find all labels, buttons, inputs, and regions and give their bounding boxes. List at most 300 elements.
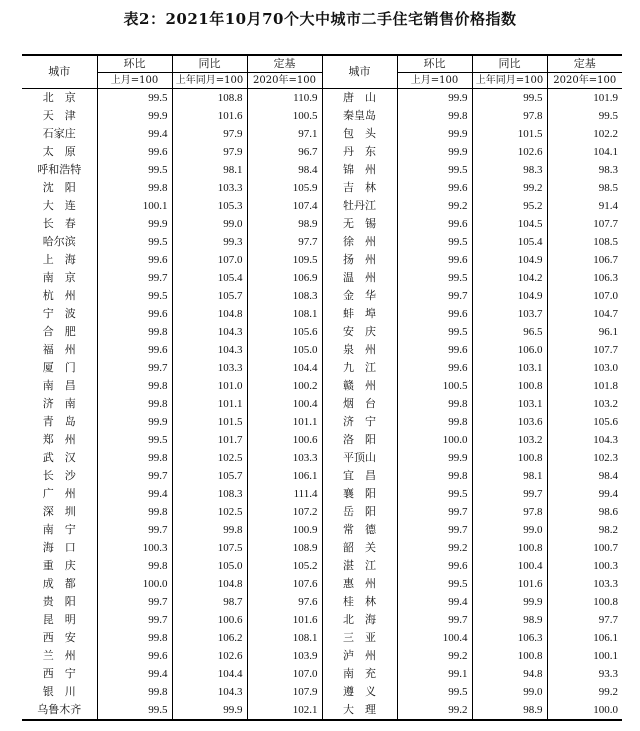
city-name-cell-right: 宜 昌 — [322, 467, 397, 485]
yoy-value-cell-left: 108.3 — [172, 485, 247, 503]
city-name-cell-right: 唐 山 — [322, 89, 397, 108]
base-value-cell-left: 103.9 — [247, 647, 322, 665]
mom-value-cell-right: 99.6 — [397, 557, 472, 575]
header-mom-right: 环比 — [397, 55, 472, 73]
base-value-cell-left: 98.9 — [247, 215, 322, 233]
base-value-cell-right: 107.7 — [547, 341, 622, 359]
city-name-cell-left: 呼和浩特 — [37, 163, 82, 176]
city-name-cell-left: 乌鲁木齐 — [22, 701, 97, 720]
table-row — [22, 197, 622, 215]
table-row — [22, 629, 622, 647]
city-name-cell-right: 丹 东 — [322, 143, 397, 161]
price-index-table — [22, 54, 622, 721]
yoy-value-cell-right: 103.6 — [472, 413, 547, 431]
city-name-cell-right: 南 充 — [322, 665, 397, 683]
table-row — [22, 485, 622, 503]
city-name-cell-left: 海 口 — [42, 541, 76, 554]
table-row — [22, 575, 622, 593]
yoy-value-cell-right: 98.9 — [472, 611, 547, 629]
base-value-cell-right: 106.7 — [547, 251, 622, 269]
mom-value-cell-right: 99.9 — [397, 143, 472, 161]
city-name-cell-right: 温 州 — [322, 269, 397, 287]
mom-value-cell-right: 99.4 — [397, 593, 472, 611]
yoy-value-cell-right: 102.6 — [472, 143, 547, 161]
yoy-value-cell-left: 104.3 — [172, 323, 247, 341]
yoy-value-cell-left: 108.8 — [172, 89, 247, 108]
yoy-value-cell-right: 104.9 — [472, 287, 547, 305]
base-value-cell-right: 98.2 — [547, 521, 622, 539]
base-value-cell-right: 105.6 — [547, 413, 622, 431]
mom-value-cell-right: 99.8 — [397, 467, 472, 485]
city-name-cell-left: 合 肥 — [42, 325, 76, 338]
mom-value-cell-left: 99.6 — [97, 647, 172, 665]
table-row — [22, 341, 622, 359]
city-name-cell-right: 北 海 — [322, 611, 397, 629]
base-value-cell-right: 104.3 — [547, 431, 622, 449]
city-name-cell-right: 秦皇岛 — [322, 107, 397, 125]
mom-value-cell-right: 99.5 — [397, 683, 472, 701]
yoy-value-cell-left: 104.3 — [172, 341, 247, 359]
mom-value-cell-right: 99.7 — [397, 521, 472, 539]
header-yoy-sub-right: 上年同月=100 — [472, 73, 547, 89]
base-value-cell-right: 93.3 — [547, 665, 622, 683]
header-mom-left: 环比 — [97, 55, 172, 73]
base-value-cell-right: 104.1 — [547, 143, 622, 161]
mom-value-cell-right: 99.7 — [397, 611, 472, 629]
mom-value-cell-right: 99.5 — [397, 233, 472, 251]
yoy-value-cell-right: 100.4 — [472, 557, 547, 575]
mom-value-cell-left: 99.8 — [97, 683, 172, 701]
city-name-cell-left: 长 沙 — [42, 469, 76, 482]
mom-value-cell-left: 99.5 — [97, 287, 172, 305]
base-value-cell-left: 105.6 — [247, 323, 322, 341]
mom-value-cell-right: 99.5 — [397, 323, 472, 341]
yoy-value-cell-right: 98.3 — [472, 161, 547, 179]
mom-value-cell-left: 99.8 — [97, 503, 172, 521]
city-name-cell-right: 大 理 — [322, 701, 397, 720]
base-value-cell-left: 105.0 — [247, 341, 322, 359]
city-name-cell-left: 武 汉 — [42, 451, 76, 464]
base-value-cell-left: 96.7 — [247, 143, 322, 161]
city-name-cell-right: 济 宁 — [322, 413, 397, 431]
yoy-value-cell-right: 99.0 — [472, 683, 547, 701]
base-value-cell-left: 108.1 — [247, 305, 322, 323]
city-name-cell-right: 泸 州 — [322, 647, 397, 665]
mom-value-cell-left: 99.6 — [97, 143, 172, 161]
city-name-cell-left: 青 岛 — [42, 415, 76, 428]
yoy-value-cell-right: 100.8 — [472, 449, 547, 467]
yoy-value-cell-left: 105.7 — [172, 287, 247, 305]
mom-value-cell-left: 99.7 — [97, 593, 172, 611]
base-value-cell-right: 103.3 — [547, 575, 622, 593]
mom-value-cell-right: 99.6 — [397, 179, 472, 197]
city-name-cell-right: 桂 林 — [322, 593, 397, 611]
mom-value-cell-left: 99.7 — [97, 359, 172, 377]
base-value-cell-left: 100.2 — [247, 377, 322, 395]
header-base-sub-left: 2020年=100 — [247, 73, 322, 89]
city-name-cell-left: 兰 州 — [42, 649, 76, 662]
base-value-cell-right: 102.2 — [547, 125, 622, 143]
base-value-cell-left: 102.1 — [247, 701, 322, 720]
yoy-value-cell-left: 101.6 — [172, 107, 247, 125]
yoy-value-cell-left: 101.1 — [172, 395, 247, 413]
mom-value-cell-left: 99.6 — [97, 341, 172, 359]
base-value-cell-right: 96.1 — [547, 323, 622, 341]
city-name-cell-right: 惠 州 — [322, 575, 397, 593]
city-name-cell-right: 岳 阳 — [322, 503, 397, 521]
city-name-cell-left: 大 连 — [42, 199, 76, 212]
city-name-cell-left: 福 州 — [42, 343, 76, 356]
base-value-cell-left: 110.9 — [247, 89, 322, 108]
city-name-cell-right: 安 庆 — [322, 323, 397, 341]
city-name-cell-left: 天 津 — [42, 109, 76, 122]
base-value-cell-right: 100.0 — [547, 701, 622, 720]
yoy-value-cell-left: 99.3 — [172, 233, 247, 251]
base-value-cell-left: 107.4 — [247, 197, 322, 215]
city-name-cell-right: 襄 阳 — [322, 485, 397, 503]
city-name-cell-left: 厦 门 — [42, 361, 76, 374]
mom-value-cell-right: 99.9 — [397, 125, 472, 143]
mom-value-cell-right: 99.5 — [397, 161, 472, 179]
yoy-value-cell-left: 104.8 — [172, 305, 247, 323]
yoy-value-cell-left: 101.0 — [172, 377, 247, 395]
table-row — [22, 611, 622, 629]
mom-value-cell-right: 99.7 — [397, 503, 472, 521]
mom-value-cell-right: 99.2 — [397, 647, 472, 665]
city-name-cell-right: 泉 州 — [322, 341, 397, 359]
yoy-value-cell-left: 99.0 — [172, 215, 247, 233]
mom-value-cell-left: 99.8 — [97, 629, 172, 647]
yoy-value-cell-right: 94.8 — [472, 665, 547, 683]
mom-value-cell-left: 99.9 — [97, 107, 172, 125]
mom-value-cell-right: 99.2 — [397, 197, 472, 215]
yoy-value-cell-left: 103.3 — [172, 359, 247, 377]
mom-value-cell-left: 99.5 — [97, 233, 172, 251]
city-name-cell-left: 重 庆 — [42, 559, 76, 572]
base-value-cell-right: 99.4 — [547, 485, 622, 503]
yoy-value-cell-left: 97.9 — [172, 143, 247, 161]
base-value-cell-left: 107.6 — [247, 575, 322, 593]
header-city-right: 城市 — [322, 55, 397, 89]
mom-value-cell-left: 99.8 — [97, 323, 172, 341]
city-name-cell-right: 遵 义 — [322, 683, 397, 701]
base-value-cell-left: 108.9 — [247, 539, 322, 557]
city-name-cell-right: 韶 关 — [322, 539, 397, 557]
mom-value-cell-right: 99.6 — [397, 305, 472, 323]
table-row — [22, 503, 622, 521]
header-mom-sub-right: 上月=100 — [397, 73, 472, 89]
base-value-cell-left: 108.3 — [247, 287, 322, 305]
mom-value-cell-left: 99.4 — [97, 665, 172, 683]
mom-value-cell-left: 100.1 — [97, 197, 172, 215]
city-name-cell-left: 南 京 — [42, 271, 76, 284]
yoy-value-cell-left: 97.9 — [172, 125, 247, 143]
yoy-value-cell-right: 100.8 — [472, 377, 547, 395]
base-value-cell-left: 97.1 — [247, 125, 322, 143]
table-row — [22, 593, 622, 611]
yoy-value-cell-left: 105.7 — [172, 467, 247, 485]
yoy-value-cell-right: 104.9 — [472, 251, 547, 269]
yoy-value-cell-left: 107.5 — [172, 539, 247, 557]
base-value-cell-left: 100.6 — [247, 431, 322, 449]
city-name-cell-left: 石家庄 — [42, 127, 76, 140]
table-row — [22, 161, 622, 179]
base-value-cell-left: 107.9 — [247, 683, 322, 701]
base-value-cell-left: 101.1 — [247, 413, 322, 431]
base-value-cell-right: 101.8 — [547, 377, 622, 395]
city-name-cell-right: 包 头 — [322, 125, 397, 143]
yoy-value-cell-right: 98.1 — [472, 467, 547, 485]
table-row — [22, 107, 622, 125]
table-row — [22, 125, 622, 143]
yoy-value-cell-right: 96.5 — [472, 323, 547, 341]
city-name-cell-left: 郑 州 — [42, 433, 76, 446]
table-row — [22, 449, 622, 467]
base-value-cell-left: 97.6 — [247, 593, 322, 611]
table-row — [22, 665, 622, 683]
city-name-cell-right: 平顶山 — [322, 449, 397, 467]
city-name-cell-left: 杭 州 — [42, 289, 76, 302]
table-row — [22, 467, 622, 485]
yoy-value-cell-left: 102.5 — [172, 449, 247, 467]
yoy-value-cell-right: 101.6 — [472, 575, 547, 593]
table-row — [22, 521, 622, 539]
base-value-cell-left: 105.9 — [247, 179, 322, 197]
header-city-left: 城市 — [22, 55, 97, 89]
base-value-cell-right: 99.5 — [547, 107, 622, 125]
yoy-value-cell-right: 99.7 — [472, 485, 547, 503]
base-value-cell-left: 100.9 — [247, 521, 322, 539]
yoy-value-cell-right: 103.7 — [472, 305, 547, 323]
mom-value-cell-left: 100.0 — [97, 575, 172, 593]
city-name-cell-left: 北 京 — [42, 91, 76, 104]
yoy-value-cell-right: 104.5 — [472, 215, 547, 233]
city-name-cell-right: 锦 州 — [322, 161, 397, 179]
yoy-value-cell-left: 103.3 — [172, 179, 247, 197]
yoy-value-cell-left: 105.0 — [172, 557, 247, 575]
base-value-cell-right: 104.7 — [547, 305, 622, 323]
city-name-cell-right: 洛 阳 — [322, 431, 397, 449]
mom-value-cell-right: 99.9 — [397, 449, 472, 467]
yoy-value-cell-right: 104.2 — [472, 269, 547, 287]
base-value-cell-left: 103.3 — [247, 449, 322, 467]
city-name-cell-right: 湛 江 — [322, 557, 397, 575]
mom-value-cell-right: 99.6 — [397, 341, 472, 359]
yoy-value-cell-right: 99.5 — [472, 89, 547, 108]
yoy-value-cell-left: 105.3 — [172, 197, 247, 215]
base-value-cell-right: 106.1 — [547, 629, 622, 647]
mom-value-cell-left: 99.5 — [97, 431, 172, 449]
mom-value-cell-right: 99.5 — [397, 485, 472, 503]
base-value-cell-right: 99.2 — [547, 683, 622, 701]
yoy-value-cell-left: 102.6 — [172, 647, 247, 665]
mom-value-cell-left: 99.5 — [97, 89, 172, 108]
mom-value-cell-left: 99.8 — [97, 395, 172, 413]
base-value-cell-left: 100.4 — [247, 395, 322, 413]
header-base-left: 定基 — [247, 55, 322, 73]
city-name-cell-right: 无 锡 — [322, 215, 397, 233]
yoy-value-cell-right: 103.1 — [472, 395, 547, 413]
mom-value-cell-right: 99.2 — [397, 539, 472, 557]
city-name-cell-left: 广 州 — [42, 487, 76, 500]
city-name-cell-left: 银 川 — [42, 685, 76, 698]
base-value-cell-left: 105.2 — [247, 557, 322, 575]
mom-value-cell-left: 99.5 — [97, 701, 172, 720]
yoy-value-cell-right: 100.8 — [472, 539, 547, 557]
table-row — [22, 539, 622, 557]
header-yoy-sub-left: 上年同月=100 — [172, 73, 247, 89]
base-value-cell-right: 98.3 — [547, 161, 622, 179]
base-value-cell-left: 104.4 — [247, 359, 322, 377]
base-value-cell-left: 107.0 — [247, 665, 322, 683]
base-value-cell-right: 98.4 — [547, 467, 622, 485]
header-base-sub-right: 2020年=100 — [547, 73, 622, 89]
mom-value-cell-left: 99.7 — [97, 467, 172, 485]
mom-value-cell-left: 99.8 — [97, 179, 172, 197]
yoy-value-cell-left: 104.8 — [172, 575, 247, 593]
table-row — [22, 359, 622, 377]
header-yoy-right: 同比 — [472, 55, 547, 73]
mom-value-cell-right: 99.6 — [397, 251, 472, 269]
base-value-cell-right: 107.7 — [547, 215, 622, 233]
mom-value-cell-right: 100.4 — [397, 629, 472, 647]
mom-value-cell-right: 99.6 — [397, 215, 472, 233]
table-row — [22, 143, 622, 161]
table-row — [22, 269, 622, 287]
yoy-value-cell-right: 99.2 — [472, 179, 547, 197]
mom-value-cell-left: 99.6 — [97, 251, 172, 269]
base-value-cell-left: 97.7 — [247, 233, 322, 251]
table-row — [22, 215, 622, 233]
city-name-cell-left: 太 原 — [42, 145, 76, 158]
base-value-cell-left: 108.1 — [247, 629, 322, 647]
yoy-value-cell-left: 104.3 — [172, 683, 247, 701]
mom-value-cell-right: 99.7 — [397, 287, 472, 305]
city-name-cell-right: 吉 林 — [322, 179, 397, 197]
mom-value-cell-left: 99.5 — [97, 161, 172, 179]
mom-value-cell-left: 99.7 — [97, 269, 172, 287]
base-value-cell-left: 107.2 — [247, 503, 322, 521]
table-row — [22, 323, 622, 341]
base-value-cell-right: 108.5 — [547, 233, 622, 251]
city-name-cell-left: 贵 阳 — [42, 595, 76, 608]
mom-value-cell-left: 99.4 — [97, 485, 172, 503]
mom-value-cell-right: 99.1 — [397, 665, 472, 683]
yoy-value-cell-right: 99.0 — [472, 521, 547, 539]
header-mom-sub-left: 上月=100 — [97, 73, 172, 89]
base-value-cell-right: 100.1 — [547, 647, 622, 665]
yoy-value-cell-left: 98.7 — [172, 593, 247, 611]
city-name-cell-left: 宁 波 — [42, 307, 76, 320]
mom-value-cell-right: 100.5 — [397, 377, 472, 395]
yoy-value-cell-right: 101.5 — [472, 125, 547, 143]
base-value-cell-right: 102.3 — [547, 449, 622, 467]
base-value-cell-right: 98.5 — [547, 179, 622, 197]
mom-value-cell-right: 99.9 — [397, 89, 472, 108]
mom-value-cell-right: 99.8 — [397, 413, 472, 431]
mom-value-cell-left: 100.3 — [97, 539, 172, 557]
table-row — [22, 233, 622, 251]
mom-value-cell-left: 99.9 — [97, 413, 172, 431]
mom-value-cell-right: 99.6 — [397, 359, 472, 377]
table-row — [22, 647, 622, 665]
mom-value-cell-right: 99.5 — [397, 575, 472, 593]
table-row — [22, 377, 622, 395]
yoy-value-cell-left: 107.0 — [172, 251, 247, 269]
mom-value-cell-right: 99.8 — [397, 107, 472, 125]
table-row — [22, 431, 622, 449]
table-row — [22, 287, 622, 305]
yoy-value-cell-left: 99.8 — [172, 521, 247, 539]
city-name-cell-right: 徐 州 — [322, 233, 397, 251]
table-row — [22, 305, 622, 323]
city-name-cell-right: 烟 台 — [322, 395, 397, 413]
city-name-cell-left: 哈尔滨 — [42, 235, 76, 248]
base-value-cell-right: 106.3 — [547, 269, 622, 287]
base-value-cell-left: 111.4 — [247, 485, 322, 503]
mom-value-cell-right: 99.5 — [397, 269, 472, 287]
base-value-cell-left: 98.4 — [247, 161, 322, 179]
table-body — [22, 89, 622, 721]
mom-value-cell-left: 99.7 — [97, 521, 172, 539]
table-row — [22, 89, 622, 108]
base-value-cell-right: 103.2 — [547, 395, 622, 413]
table-row — [22, 251, 622, 269]
city-name-cell-left: 沈 阳 — [42, 181, 76, 194]
yoy-value-cell-left: 99.9 — [172, 701, 247, 720]
yoy-value-cell-left: 100.6 — [172, 611, 247, 629]
base-value-cell-right: 100.3 — [547, 557, 622, 575]
yoy-value-cell-left: 98.1 — [172, 161, 247, 179]
yoy-value-cell-left: 104.4 — [172, 665, 247, 683]
city-name-cell-left: 上 海 — [42, 253, 76, 266]
yoy-value-cell-left: 102.5 — [172, 503, 247, 521]
city-name-cell-right: 蚌 埠 — [322, 305, 397, 323]
city-name-cell-right: 九 江 — [322, 359, 397, 377]
mom-value-cell-left: 99.8 — [97, 377, 172, 395]
yoy-value-cell-right: 98.9 — [472, 701, 547, 720]
base-value-cell-left: 106.9 — [247, 269, 322, 287]
table-row — [22, 413, 622, 431]
city-name-cell-right: 扬 州 — [322, 251, 397, 269]
base-value-cell-right: 100.7 — [547, 539, 622, 557]
city-name-cell-right: 牡丹江 — [322, 197, 397, 215]
yoy-value-cell-right: 106.0 — [472, 341, 547, 359]
base-value-cell-left: 101.6 — [247, 611, 322, 629]
header-yoy-left: 同比 — [172, 55, 247, 73]
table-row — [22, 683, 622, 701]
base-value-cell-right: 101.9 — [547, 89, 622, 108]
yoy-value-cell-right: 97.8 — [472, 107, 547, 125]
table-row — [22, 179, 622, 197]
city-name-cell-right: 赣 州 — [322, 377, 397, 395]
yoy-value-cell-right: 105.4 — [472, 233, 547, 251]
base-value-cell-right: 98.6 — [547, 503, 622, 521]
city-name-cell-right: 金 华 — [322, 287, 397, 305]
city-name-cell-left: 济 南 — [42, 397, 76, 410]
base-value-cell-right: 97.7 — [547, 611, 622, 629]
base-value-cell-left: 100.5 — [247, 107, 322, 125]
city-name-cell-right: 三 亚 — [322, 629, 397, 647]
city-name-cell-left: 深 圳 — [42, 505, 76, 518]
mom-value-cell-right: 99.8 — [397, 395, 472, 413]
yoy-value-cell-right: 99.9 — [472, 593, 547, 611]
city-name-cell-left: 南 昌 — [42, 379, 76, 392]
yoy-value-cell-right: 97.8 — [472, 503, 547, 521]
mom-value-cell-left: 99.8 — [97, 557, 172, 575]
yoy-value-cell-left: 105.4 — [172, 269, 247, 287]
table-title: 表2：2021年10月70个大中城市二手住宅销售价格指数 — [123, 10, 517, 28]
